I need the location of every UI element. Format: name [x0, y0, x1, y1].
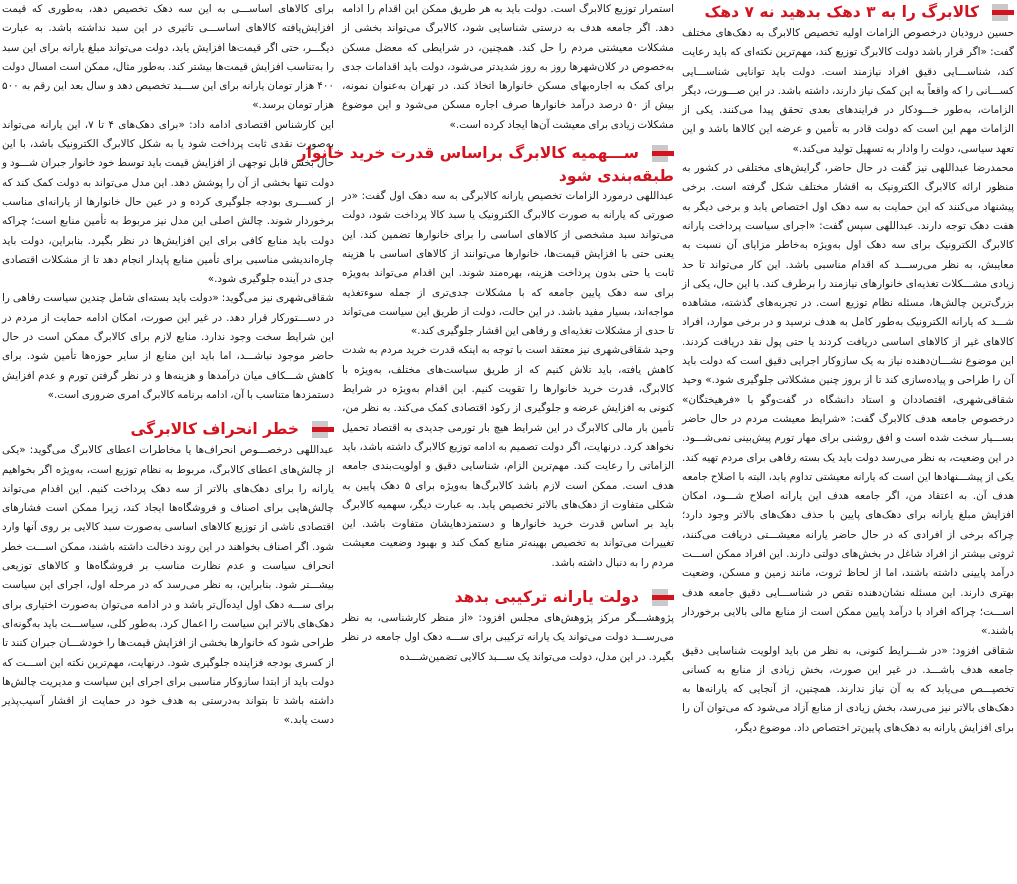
- headline-sahmiye-kalabarg: ســـهمیه کالابرگ براساس قدرت خرید خانوار: [297, 144, 639, 163]
- headline-block: [297, 141, 674, 165]
- headline-block: [682, 0, 1014, 24]
- article-paragraph: محمدرضا عبداللهی نیز گفت در حال حاضر، گرایش‌های مختلفی در کشور به منظور ارائه کالابرگ الکترونیک به اقشار مختلف شکل گرفته است. برخی پیشنهاد می‌کنند که این حمایت به سه دهک اول اختصاص یابد و برخی دیگر به هفت دهک توجه دارند. عبداللهی سپس گفت: «اجرای سیاست پرداخت یارانه کالابرگ الکترونیک برای سه دهک اول به‌ویژه به‌خاطر مزایای آن نسبت به معایبش، به نظر می‌رســـد که اقدام مناسبی باشد. این کار می‌تواند تا حد زیادی مشـــکلات تغذیه‌ای خانوارهای نیازمند را برطرف کند. با این حال، یکی از بزرگ‌ترین چالش‌ها، مسئله نظام توزیع است. در تجربه‌های گذشته، مشاهده شـــد که یارانه الکترونیک به‌طور کامل به هدف نرسید و در برخی موارد، افراد کالاهای غیر از کالاهای اساسی دریافت کردند یا حتی پول نقد دریافت کردند. این موضوع نشـــان‌دهنده نیاز به یک سازوکار اجرایی دقیق است که دولت باید آن را طراحی و پیاده‌سازی کند تا از بروز چنین مشکلاتی جلوگیری شود.» وحید شقاقی‌شهری، اقتصاددان و استاد دانشگاه در گفت‌وگو با «فرهیختگان» درخصوص جامعه هدف کالابرگ گفت: «شرایط معیشت مردم در حال حاضر بســـیار سخت شده است و افق روشنی برای مهار تورم پیش‌بینی نمی‌شـــود. در این وضعیت، به نظر می‌رسد دولت باید یک بسته رفاهی برای مردم تهیه کند. یکی از پیشـــنهادها این است که یارانه معیشتی تداوم یابد، البته با اصلاح جامعه هدف آن. به اعتقاد من، اگر جامعه هدف این یارانه اصلاح شـــود، امکان افزایش مبلغ یارانه برای دهک‌های پایین با حذف دهک‌های بالاتر وجود دارد؛ چراکه برخی از افرادی که در حال حاضر یارانه معیشـــتی دریافت می‌کنند، ثروتی بیشتر از افراد شاغل در بخش‌های دولتی دارند. این افراد ممکن اســـت درآمد پایینی داشته باشند، اما از لحاظ ثروت، مانند زمین و مسکن، وضعیت بهتری دارند. این مسئله نشان‌دهنده نقص در شناســـایی دقیق جامعه هدف اســـت؛ چراکه افراد با درآمد پایین ممکن است از منابع مالی بالایی برخوردار باشند.»: [682, 162, 1014, 638]
- article-paragraph: پژوهشـــگر مرکز پژوهش‌های مجلس افزود: «از منظر کارشناسی، به نظر می‌رســـد دولت می‌تواند یک یارانه ترکیبی برای ســـه دهک اول جامعه در نظر بگیرد. در این مدل، دولت می‌تواند یک ســـبد کالایی تضمین‌شـــده: [342, 612, 674, 663]
- headline-yarane-tarkibi: دولت یارانه ترکیبی بدهد: [454, 588, 639, 607]
- headline-khatar-enheraf: خطر انحراف کالابرگی: [130, 420, 299, 439]
- article-paragraph: استمرار توزیع کالابرگ است. دولت باید به هر طریق ممکن این اقدام را ادامه دهد. اگر جامعه هدف به درستی شناسایی شود، کالابرگ می‌تواند بخشی از مشکلات معیشتی مردم را حل کند. همچنین، در شرایطی که معضل مسکن به‌خصوص در کلان‌شهرها روز به روز شدیدتر می‌شود، دولت باید اقدامات جدی برای کمک به اجاره‌بهای مسکن خانوارها اتخاذ کند. در تهران به‌عنوان نمونه، بیش از ۵۰ درصد درآمد خانوارها صرف اجاره مسکن می‌شود و این موضوع مشکلات زیادی برای معیشت آن‌ها ایجاد کرده است.»: [342, 3, 674, 131]
- article-paragraph: شقاقی افزود: «در شـــرایط کنونی، به نظر من باید اولویت شناسایی دقیق جامعه هدف باشـــد. در غیر این صورت، بخش زیادی از منابع به کسانی تخصیـــص می‌یابد که به آن نیاز ندارند. همچنین، از آنجایی که یارانه‌ها به دهک‌های بالاتر نیز می‌رسد، بخش زیادی از منابع آزاد می‌شود که می‌توان آن را برای افزایش یارانه به دهک‌های پایین‌تر اختصاص داد. موضوع دیگر،: [682, 644, 1014, 734]
- article-paragraph: شقاقی‌شهری نیز می‌گوید: «دولت باید بسته‌ای شامل چندین سیاست رفاهی را در دســـتورکار قرار دهد. در غیر این صورت، امکان ادامه حمایت از مردم در این شرایط سخت وجود ندارد. منابع لازم برای کالابرگ ممکن است در حال حاضر موجود نباشـــد، اما باید این منابع از سایر حوزه‌ها تأمین شود. برای کاهش شـــکاف میان درآمدها و هزینه‌ها و در نظر گرفتن تورم و عدم افزایش دستمزدها متناسب با آن، ادامه برنامه کالابرگ امری ضروری است.»: [2, 292, 334, 401]
- article-paragraph: وحید شقاقی‌شهری نیز معتقد است با توجه به اینکه قدرت خرید مردم به شدت کاهش یافته، باید تلاش کنیم که از طریق سیاست‌های مختلف، به‌ویژه با کالابرگ، قدرت خرید خانوارها را تقویت کنیم. این اقدام به‌ویژه در شرایط کنونی به افزایش عرضه و جلوگیری از رکود اقتصادی کمک می‌کند. به نظر من، تأمین بار مالی کالابرگ در این شرایط هیچ بار تورمی جدیدی به اقتصاد تحمیل نخواهد کرد. درنهایت، اگر دولت تصمیم به ادامه توزیع کالابرگ داشته باشد، باید الزاماتی را رعایت کند. مهم‌ترین الزام، شناسایی دقیق و اولویت‌بندی جامعه هدف است. ممکن است لازم باشد کالابرگ‌ها به‌ویژه برای ۵ دهک پایین به شکلی متفاوت از دهک‌های بالاتر تخصیص یابد. به عبارت دیگر، سهمیه کالابرگ باید بر اساس قدرت خرید خانوارها و دستمزدهایشان متفاوت باشد. این تغییرات می‌تواند به تخصیص بهینه‌تر منابع کمک کند و بهبود وضعیت معیشت مردم را به دنبال داشته باشد.: [342, 344, 674, 569]
- column-middle: [297, 0, 674, 667]
- column-left: [2, 0, 334, 731]
- article-paragraph: حسین درودیان درخصوص الزامات اولیه تخصیص کالابرگ به دهک‌های مختلف گفت: «اگر قرار باشد دولت کالابرگ توزیع کند، مهم‌ترین نکته‌ای که باید رعایت کند، شناســـایی دقیق افراد نیازمند است. دولت باید توانایی شناســـایی کســـانی را که واقعاً به این کمک نیاز دارند، داشته باشد. در این صـــورت، دیگر الزامات، به‌طور خـــودکار در فرایندهای بعدی تحقق پیدا می‌کنند. یکی از الزامات مهم این است که دولت قادر به تأمین و عرضه این کالاها باشد و این تعهد سیاسی، دولت را وادار به تسهیل تولید می‌کند.»: [682, 27, 1014, 155]
- headline-marker-icon: [304, 421, 334, 438]
- headline-sahmiye-kalabarg-line2: طبقه‌بندی شود: [558, 167, 674, 186]
- headline-marker-icon: [644, 145, 674, 162]
- article-paragraph: این کارشناس اقتصادی ادامه داد: «برای دهک‌های ۴ تا ۷، این یارانه می‌تواند به‌صورت نقدی ثابت پرداخت شود یا به شکل کالابرگ الکترونیک باشد، با این حال بخش قابل توجهی از افزایش قیمت باید توسط خود خانوار جبران شـــود و دولت تنها بخشی از آن را پوشش دهد. این مدل می‌تواند به دولت کمک کند که از کســـری بودجه جلوگیری کرده و در عین حال خانوارها از یارانه‌ای مناسب برخوردار شوند. چالش اصلی این مدل نیز مربوط به تأمین منابع است؛ چراکه دولت باید منابع کافی برای این افزایش‌ها در نظر بگیرد. بنابراین، دولت باید چاره‌اندیشی مناسبی برای تأمین منابع پایدار انجام دهد تا از مشکلات اقتصادی جدی در آینده جلوگیری شود.»: [2, 118, 334, 286]
- headline-marker-icon: [984, 4, 1014, 21]
- headline-kalabarg-3-dahak: کالابرگ را به ۳ دهک بدهید نه ۷ دهک: [704, 3, 979, 21]
- article-paragraph: برای کالاهای اساســـی به این سه دهک تخصیص دهد، به‌طوری که قیمت افزایش‌یافته کالاهای اساســـی تاثیری در این سبد نداشته باشد. به عبارت دیگـــر، حتی اگر قیمت‌ها افزایش یابد، دولت می‌تواند مبلغ یارانه برای این سبد را به‌تناسب افزایش قیمت‌ها بیشتر کند. به‌طور مثال، ممکن است امسال دولت ۴۰۰ هزار تومان یارانه برای این ســـبد تخصیص دهد و سال بعد این رقم به ۵۰۰ هزار تومان برسد.»: [2, 3, 334, 112]
- article-paragraph: عبداللهی درمورد الزامات تخصیص یارانه کالابرگی به سه دهک اول گفت: «در صورتی که یارانه به صورت کالابرگ الکترونیک یا سبد کالا پرداخت شود، دولت می‌تواند سبد مشخصی از کالاهای اساسی را برای خانوارها تضمین کند. این یعنی حتی با افزایش قیمت‌ها، خانوارها می‌توانند از کالاهای اساسی با هزینه ثابت یا حتی بدون پرداخت هزینه، بهره‌مند شوند. این اقدام می‌تواند به‌ویژه برای سه دهک پایین جامعه که با مشکلات جدی‌تری از جمله سوءتغذیه مواجه‌اند، بسیار مفید باشد. در این حالت، دولت از طریق این سیاست می‌تواند تا حدی از مشکلات تغذیه‌ای و رفاهی این اقشار جلوگیری کند.»: [342, 190, 674, 338]
- column-right: [682, 0, 1014, 738]
- article-paragraph: عبداللهی درخصـــوص انحراف‌ها یا مخاطرات اعطای کالابرگ می‌گوید: «یکی از چالش‌های اعطای کالابرگ، مربوط به نظام توزیع است، به‌ویژه اگر بخواهیم یارانه را برای دهک‌های بالاتر از سه دهک پرداخت کنیم. این اقدام می‌تواند چالش‌هایی برای اصناف و فروشگاه‌ها ایجاد کند، زیرا ممکن است فشارهای اقتصادی ناشی از توزیع کالاهای اساسی به‌صورت سبد کالایی بر روی آنها وارد شود. اگر اصناف بخواهند در این روند دخالت داشته باشند، ممکن اســـت خطر انحراف سیاست و عدم نظارت مناسب بر فروشگاه‌ها و کالاهای توزیعی بیشـــتر شود. بنابراین، به نظر می‌رسد که در مرحله اول، اجرای این سیاست برای ســـه دهک اول ایده‌آل‌تر باشد و در ادامه می‌توان به‌صورت اختیاری برای دهک‌های بالاتر این سیاست را اعمال کرد. به‌طور کلی، سیاســـت باید به‌گونه‌ای طراحی شود که خانوارها بخشی از افزایش قیمت‌ها را خودشـــان جبران کنند تا از کسری بودجه فزاینده جلوگیری شود. درنهایت، مهم‌ترین نکته این اســـت که دولت باید از ابتدا سازوکار مناسبی برای اجرای این سیاست و مدیریت چالش‌ها داشته باشد تا بتواند به‌درستی به هدف خود در حمایت از اقشار آسیب‌پذیر دست یابد.»: [2, 444, 334, 727]
- headline-block: [2, 417, 334, 441]
- headline-marker-icon: [644, 589, 674, 606]
- headline-block: [342, 585, 674, 609]
